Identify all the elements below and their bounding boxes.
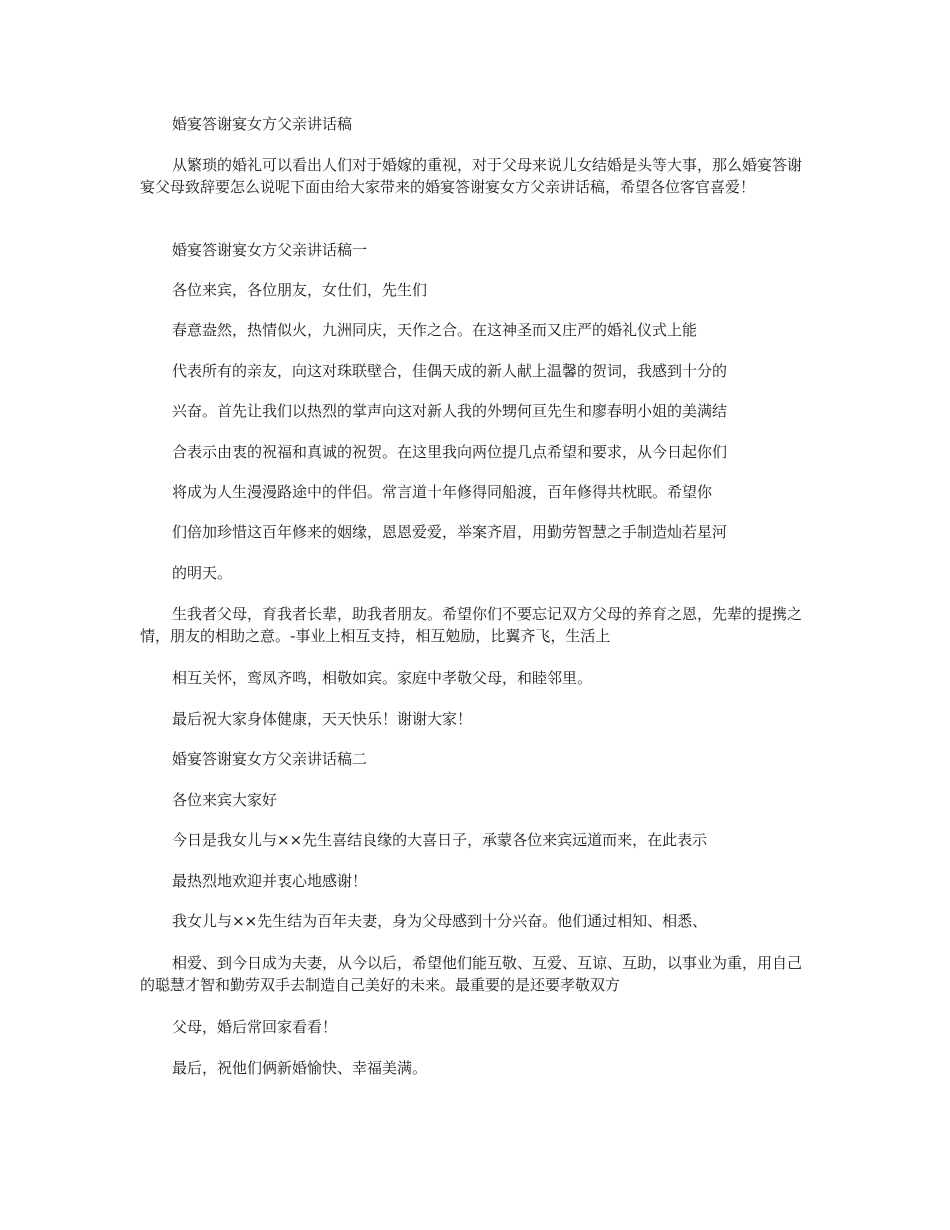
paragraph: 代表所有的亲友，向这对珠联壁合，佳偶天成的新人献上温馨的贺词，我感到十分的 bbox=[172, 362, 728, 380]
paragraph: 将成为人生漫漫路途中的伴侣。常言道十年修得同船渡，百年修得共枕眠。希望你 bbox=[172, 483, 713, 501]
paragraph: 各位来宾，各位朋友，女仕们，先生们 bbox=[172, 281, 428, 299]
paragraph: 今日是我女儿与××先生喜结良缘的大喜日子，承蒙各位来宾远道而来，在此表示 bbox=[172, 831, 708, 849]
paragraph: 兴奋。首先让我们以热烈的掌声向这对新人我的外甥何亘先生和廖春明小姐的美满结 bbox=[172, 402, 728, 420]
paragraph: 合表示由衷的祝福和真诚的祝贺。在这里我向两位提几点希望和要求，从今日起你们 bbox=[172, 443, 728, 461]
paragraph: 的明天。 bbox=[172, 564, 233, 582]
paragraph: 最热烈地欢迎并衷心地感谢！ bbox=[172, 872, 368, 890]
section-heading-2: 婚宴答谢宴女方父亲讲话稿二 bbox=[172, 750, 368, 768]
document-title: 婚宴答谢宴女方父亲讲话稿 bbox=[172, 115, 353, 133]
paragraph: 相爱、到今日成为夫妻，从今以后，希望他们能互敬、互爱、互谅、互助，以事业为重，用自己的聪慧才智和勤劳双手去制造自己美好的未来。最重要的是还要孝敬双方 bbox=[140, 954, 803, 994]
paragraph: 最后，祝他们俩新婚愉快、幸福美满。 bbox=[172, 1059, 428, 1077]
paragraph: 相互关怀，鸾凤齐鸣，相敬如宾。家庭中孝敬父母，和睦邻里。 bbox=[172, 669, 593, 687]
paragraph: 父母，婚后常回家看看！ bbox=[172, 1018, 338, 1036]
paragraph: 春意盎然，热情似火，九洲同庆，天作之合。在这神圣而又庄严的婚礼仪式上能 bbox=[172, 321, 698, 339]
paragraph: 我女儿与××先生结为百年夫妻，身为父母感到十分兴奋。他们通过相知、相悉、 bbox=[172, 912, 708, 930]
paragraph: 生我者父母，育我者长辈，助我者朋友。希望你们不要忘记双方父母的养育之恩，先辈的提携之情，朋友的相助之意。-事业上相互支持，相互勉励，比翼齐飞，生活上 bbox=[140, 605, 803, 645]
paragraph: 们倍加珍惜这百年修来的姻缘，恩恩爱爱，举案齐眉，用勤劳智慧之手制造灿若星河 bbox=[172, 523, 728, 541]
paragraph: 各位来宾大家好 bbox=[172, 791, 278, 809]
paragraph: 最后祝大家身体健康，天天快乐！谢谢大家！ bbox=[172, 710, 473, 728]
section-heading-1: 婚宴答谢宴女方父亲讲话稿一 bbox=[172, 241, 368, 259]
paragraph-intro: 从繁琐的婚礼可以看出人们对于婚嫁的重视，对于父母来说儿女结婚是头等大事，那么婚宴答谢宴父母致辞要怎么说呢下面由给大家带来的婚宴答谢宴女方父亲讲话稿，希望各位客官喜爱！ bbox=[140, 156, 803, 196]
